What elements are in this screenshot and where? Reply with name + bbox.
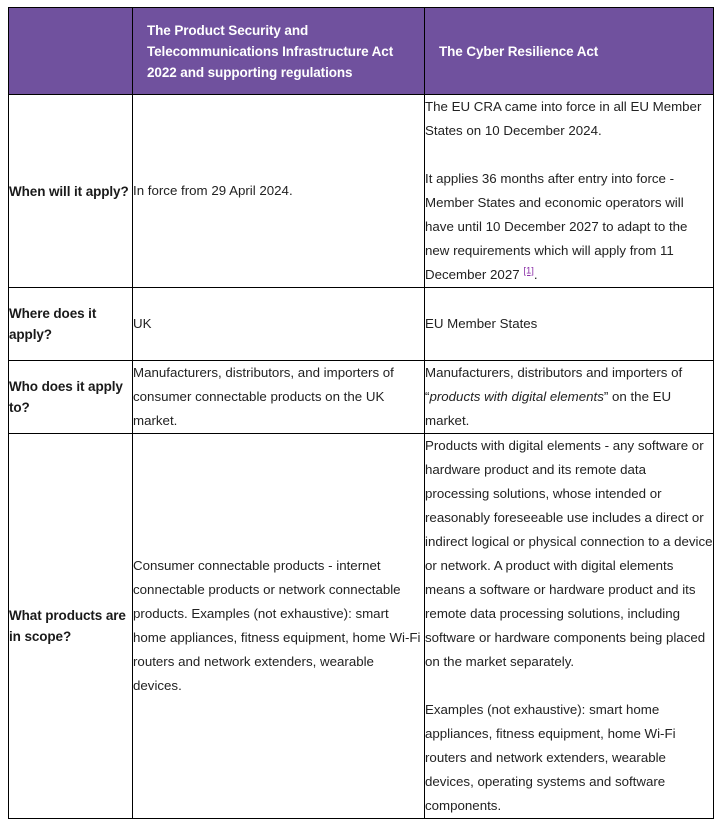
row-label-scope: What products are in scope? <box>9 608 126 644</box>
paragraph <box>425 361 713 433</box>
cell-cra-scope-text <box>425 434 713 818</box>
paragraph: The EU CRA came into force in all EU Member States on 10 December 2024. <box>425 99 702 138</box>
row-label-cell-when <box>9 95 133 288</box>
table-header-row <box>9 8 714 95</box>
footnote-marker[interactable] <box>523 266 534 277</box>
cell-cra-where-text <box>425 312 713 336</box>
cell-psti-scope-text <box>133 554 424 698</box>
cell-psti-where <box>133 288 425 361</box>
table-row <box>9 288 714 361</box>
table-row <box>9 95 714 288</box>
cell-cra-when <box>425 95 714 288</box>
row-label-where: Where does it apply? <box>9 306 97 342</box>
cell-cra-who <box>425 361 714 434</box>
cell-psti-who-text <box>133 361 424 433</box>
paragraph-prefix: Manufacturers, distributors and importers of “ <box>425 365 683 404</box>
header-cell-cra <box>425 8 714 95</box>
paragraph: EU Member States <box>425 316 538 331</box>
cell-psti-when-text <box>133 179 424 203</box>
footnote-link[interactable]: [1] <box>523 265 534 277</box>
cell-cra-when-text <box>425 95 713 287</box>
paragraph <box>425 167 713 287</box>
header-psti-label: The Product Security and Telecommunications Infrastructure Act 2022 and supporting regulations <box>147 22 394 80</box>
paragraph: Consumer connectable products - internet connectable products or network connectable products. Examples (not exhaustive): smart home appliances, fitness equipment, home Wi-Fi routers and network extenders, wearable devices. <box>133 558 421 693</box>
paragraph: Examples (not exhaustive): smart home appliances, fitness equipment, home Wi-Fi routers and network extenders, wearable devices, operating systems and software components. <box>425 702 676 813</box>
header-cra-label: The Cyber Resilience Act <box>439 43 599 59</box>
legislation-comparison-table <box>8 7 714 819</box>
paragraph: UK <box>133 316 152 331</box>
paragraph: Products with digital elements - any software or hardware product and its remote data processing solutions, whose intended or reasonably foreseeable use includes a direct or indirect logical or physical connection to a device or network. A product with digital elements means a software or hardware product and its remote data processing solutions, including software or hardware components being placed on the market separately. <box>425 438 713 669</box>
header-cell-blank <box>9 8 133 95</box>
row-label-cell-where <box>9 288 133 361</box>
header-cell-psti <box>133 8 425 95</box>
cell-cra-scope <box>425 434 714 819</box>
row-label-who: Who does it apply to? <box>9 379 123 415</box>
paragraph: In force from 29 April 2024. <box>133 183 293 198</box>
cell-cra-who-text <box>425 361 713 433</box>
row-label-when: When will it apply? <box>9 183 129 199</box>
cell-psti-where-text <box>133 312 424 336</box>
footnote-tail: . <box>533 267 538 282</box>
emphasis-products-with-digital-elements: products with digital elements <box>429 389 604 404</box>
cell-psti-who <box>133 361 425 434</box>
paragraph-text: It applies 36 months after entry into force - Member States and economic operators will have until 10 December 2027 to adapt to the new requirements which will apply from 11 December 2027 <box>425 171 688 282</box>
row-label-cell-who <box>9 361 133 434</box>
table-row <box>9 434 714 819</box>
table-row <box>9 361 714 434</box>
paragraph-suffix: ” on the EU market. <box>425 389 672 428</box>
cell-psti-when <box>133 95 425 288</box>
cell-cra-where <box>425 288 714 361</box>
paragraph: Manufacturers, distributors, and importers of consumer connectable products on the UK market. <box>133 365 394 428</box>
cell-psti-scope <box>133 434 425 819</box>
row-label-cell-scope <box>9 434 133 819</box>
